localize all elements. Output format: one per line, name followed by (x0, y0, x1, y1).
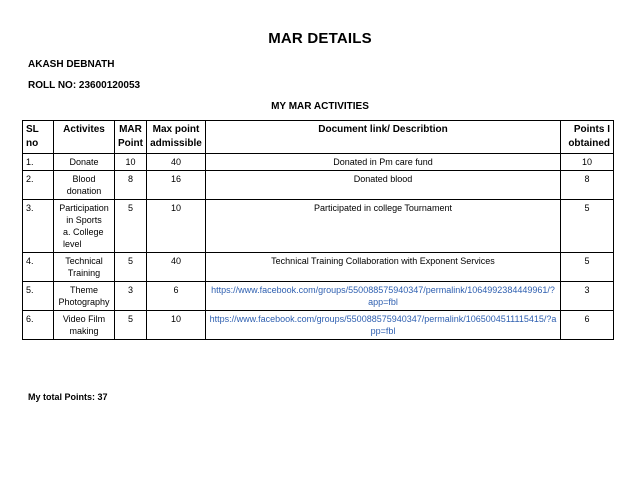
row-document: Technical Training Collaboration with Exponent Services (205, 253, 560, 282)
row-sl: 5. (23, 282, 54, 311)
activity-label: Video Film making (62, 314, 106, 336)
row-sl: 2. (23, 171, 54, 200)
header-max-point: Max point admissible (146, 121, 205, 154)
row-max-point: 6 (146, 282, 205, 311)
row-activity (54, 200, 115, 253)
activity-label: Donate (69, 157, 99, 167)
row-mar-point: 8 (115, 171, 147, 200)
row-mar-point: 5 (115, 200, 147, 253)
table-header-row (23, 121, 614, 154)
row-document: Participated in college Tournament (205, 200, 560, 253)
row-sl: 1. (23, 154, 54, 171)
row-points: 5 (561, 253, 614, 282)
total-points: My total Points: 37 (28, 392, 108, 402)
row-mar-point: 5 (115, 311, 147, 340)
row-mar-point: 5 (115, 253, 147, 282)
activity-label: Theme Photography (58, 285, 110, 307)
activity-label: Participation in Sports (59, 203, 109, 225)
row-document: Donated blood (205, 171, 560, 200)
table-row (23, 282, 614, 311)
row-sl: 4. (23, 253, 54, 282)
row-max-point: 40 (146, 154, 205, 171)
row-sl: 3. (23, 200, 54, 253)
row-document: Donated in Pm care fund (205, 154, 560, 171)
row-activity (54, 311, 115, 340)
roll-number: ROLL NO: 23600120053 (28, 80, 141, 91)
row-points: 8 (561, 171, 614, 200)
row-document-link[interactable]: https://www.facebook.com/groups/550088575940347/permalink/1065004511115415/?app=fbl (205, 311, 560, 340)
header-document: Document link/ Describtion (205, 121, 560, 154)
table-row (23, 253, 614, 282)
row-mar-point: 10 (115, 154, 147, 171)
activity-sub-label: a. College level (63, 227, 104, 249)
row-points: 5 (561, 200, 614, 253)
row-activity (54, 282, 115, 311)
row-max-point: 40 (146, 253, 205, 282)
header-mar-point: MAR Point (115, 121, 147, 154)
table-row (23, 311, 614, 340)
row-max-point: 10 (146, 200, 205, 253)
row-points: 3 (561, 282, 614, 311)
mar-activities-table (22, 120, 614, 340)
student-name: AKASH DEBNATH (28, 59, 115, 70)
table-row (23, 200, 614, 253)
row-max-point: 16 (146, 171, 205, 200)
table-row (23, 171, 614, 200)
row-points: 10 (561, 154, 614, 171)
row-activity (54, 171, 115, 200)
row-document-link[interactable]: https://www.facebook.com/groups/550088575940347/permalink/1064992384449961/?app=fbl (205, 282, 560, 311)
row-max-point: 10 (146, 311, 205, 340)
row-mar-point: 3 (115, 282, 147, 311)
activity-label: Technical Training (65, 256, 103, 278)
section-title: MY MAR ACTIVITIES (271, 101, 369, 112)
activity-label: Blood donation (66, 174, 102, 196)
row-activity (54, 253, 115, 282)
row-sl: 6. (23, 311, 54, 340)
header-sl: SL no (23, 121, 54, 154)
table-row (23, 154, 614, 171)
row-points: 6 (561, 311, 614, 340)
row-activity (54, 154, 115, 171)
page-title: MAR DETAILS (268, 30, 372, 47)
header-activities: Activites (54, 121, 115, 154)
header-points: Points I obtained (561, 121, 614, 154)
